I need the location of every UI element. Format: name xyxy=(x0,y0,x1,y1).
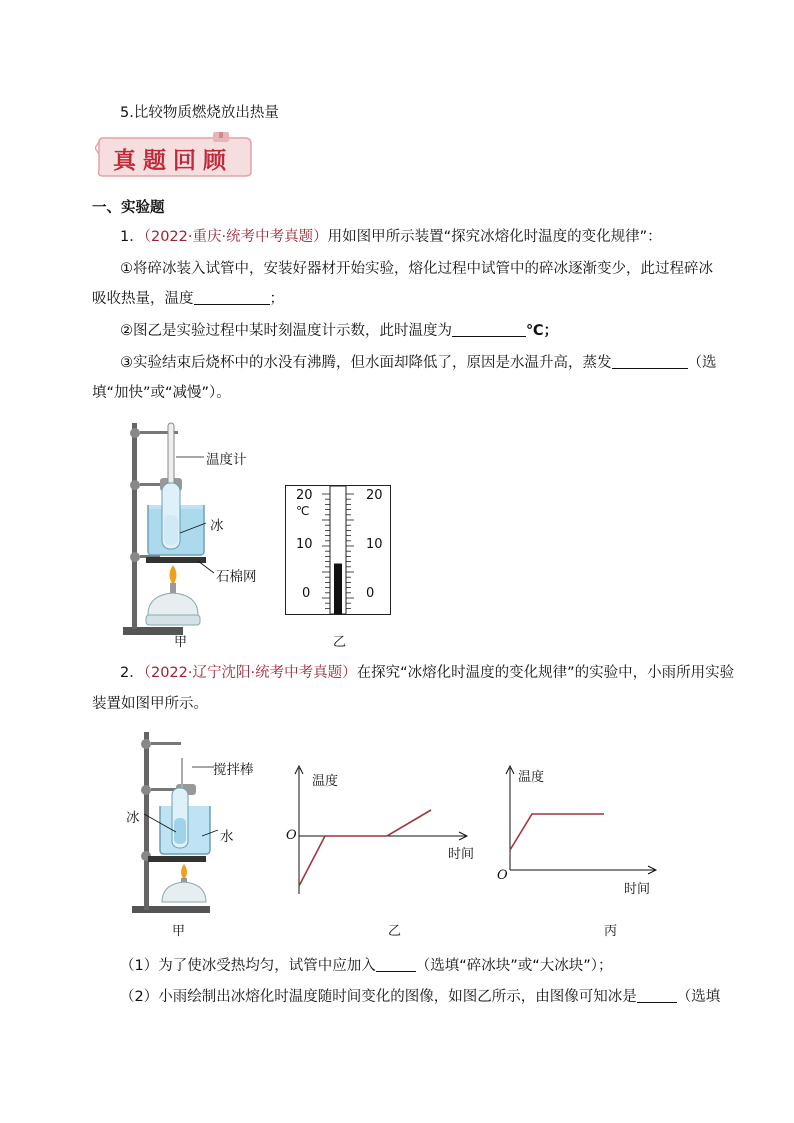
q1-item2-unit: ℃； xyxy=(526,323,559,339)
scale-right-20: 20 xyxy=(366,488,383,503)
q2-sub1-text: （1）为了使冰受热均匀，试管中应加入 xyxy=(120,958,376,974)
scale-left-0: 0 xyxy=(302,586,311,601)
q2-stem-line1 xyxy=(120,663,734,683)
q1-stem-line xyxy=(120,227,662,247)
graph-bing-origin: O xyxy=(497,868,508,883)
q1-caption-yi: 乙 xyxy=(333,635,347,650)
review-banner xyxy=(95,132,257,180)
banner-text: 真题回顾 xyxy=(113,147,233,174)
q1-item2-line xyxy=(120,321,558,341)
q2-blank-1[interactable] xyxy=(376,957,416,972)
q1-item3-line2: 填“加快”或“减慢”）。 xyxy=(92,385,231,401)
q2-blank-2[interactable] xyxy=(637,988,677,1003)
q2-sub2-text: （2）小雨绘制出冰熔化时温度随时间变化的图像，如图乙所示，由图像可知冰是 xyxy=(120,989,637,1005)
q1-item2-text: ②图乙是实验过程中某时刻温度计示数，此时温度为 xyxy=(120,323,452,339)
asbestos-gauze xyxy=(146,557,206,563)
q1-item1-end: ； xyxy=(269,291,284,307)
q2-caption-yi: 乙 xyxy=(388,924,402,939)
label-thermometer: 温度计 xyxy=(206,452,247,468)
q1-item3-line1 xyxy=(120,353,717,373)
q1-blank-2[interactable] xyxy=(452,322,526,337)
label-stirrer: 搅拌棒 xyxy=(213,762,254,778)
q2-sub2 xyxy=(120,987,720,1007)
q2-source: （2022·辽宁沈阳·统考中考真题） xyxy=(143,665,357,681)
q1-source: （2022·重庆·统考中考真题） xyxy=(143,229,328,245)
scale-right-10: 10 xyxy=(366,537,383,552)
q2-number: 2． xyxy=(120,665,144,681)
label-gauze: 石棉网 xyxy=(216,569,257,585)
q1-item1-line1: ①将碎冰装入试管中，安装好器材开始实验，熔化过程中试管中的碎冰逐渐变少，此过程碎冰 xyxy=(120,261,713,277)
section-heading: 5.比较物质燃烧放出热量 xyxy=(120,105,279,121)
q1-item3-tail: （选 xyxy=(687,355,717,371)
q1-caption-jia: 甲 xyxy=(174,635,188,650)
stand-rod xyxy=(132,423,137,629)
graph-yi-origin: O xyxy=(286,828,297,843)
q1-item1-text: 吸收热量，温度 xyxy=(92,291,194,307)
graph-yi-ylabel: 温度 xyxy=(312,774,339,789)
graph-bing-xlabel: 时间 xyxy=(624,882,651,897)
flame xyxy=(170,565,177,585)
scale-unit: ℃ xyxy=(296,504,310,518)
thermometer-scale xyxy=(285,485,391,615)
label-ice-2: 冰 xyxy=(126,810,140,826)
q1-number: 1． xyxy=(120,229,144,245)
q1-item3-text: ③实验结束后烧杯中的水没有沸腾，但水面却降低了，原因是水温升高，蒸发 xyxy=(120,355,612,371)
q2-sub1-tail: （选填“碎冰块”或“大冰块”）； xyxy=(415,958,613,974)
graph-bing-curve xyxy=(510,814,604,850)
q2-sub2-tail: （选填 xyxy=(676,989,721,1005)
q2-stem-a: 在探究“冰熔化时温度的变化规律”的实验中，小雨所用实验 xyxy=(356,665,735,681)
scale-left-20: 20 xyxy=(296,488,313,503)
scale-left-10: 10 xyxy=(296,537,313,552)
q2-sub1 xyxy=(120,956,613,976)
q2-caption-bing: 丙 xyxy=(604,924,618,939)
q1-stem: 用如图甲所示装置“探究冰熔化时温度的变化规律”： xyxy=(327,229,662,245)
q1-blank-1[interactable] xyxy=(194,290,270,305)
graph-bing-ylabel: 温度 xyxy=(518,770,545,785)
graph-yi-xlabel: 时间 xyxy=(448,847,475,862)
scale-right-0: 0 xyxy=(366,586,375,601)
scale-liquid-column xyxy=(334,564,342,614)
graph-yi-curve xyxy=(299,810,431,886)
q2-caption-jia: 甲 xyxy=(172,924,186,939)
q1-blank-3[interactable] xyxy=(612,354,688,369)
q2-stem-line2: 装置如图甲所示。 xyxy=(92,696,208,712)
label-water: 水 xyxy=(220,829,234,845)
q1-item1-line2 xyxy=(92,289,284,309)
part-title: 一、实验题 xyxy=(92,200,165,216)
alcohol-lamp xyxy=(148,593,198,615)
label-ice: 冰 xyxy=(210,518,224,534)
